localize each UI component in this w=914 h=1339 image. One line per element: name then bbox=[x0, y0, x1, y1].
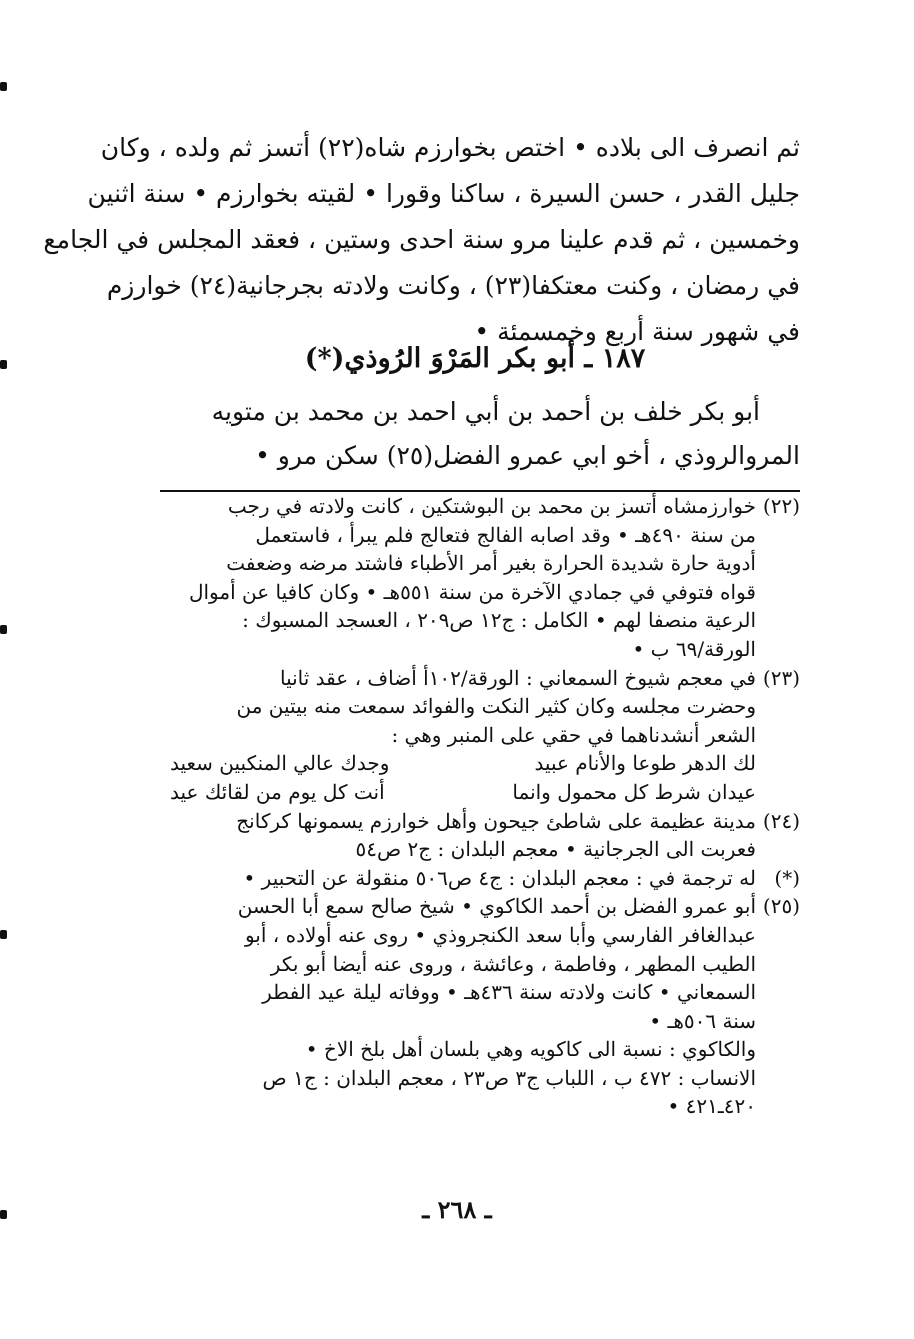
footnote-number: (٢٣) bbox=[762, 665, 800, 690]
margin-mark bbox=[0, 360, 7, 369]
footnotes-block bbox=[150, 492, 800, 1121]
footnote-23 bbox=[150, 664, 800, 807]
poem-verse bbox=[150, 749, 800, 778]
main-text-line: جليل القدر ، حسن السيرة ، ساكنا وقورا • لقيته بخوارزم • سنة اثنين bbox=[87, 179, 800, 208]
main-text-block bbox=[43, 125, 800, 355]
footnote-number: (٢٢) bbox=[762, 494, 800, 518]
footnote-text: فعربت الى الجرجانية • معجم البلدان : ج٢ ص٥٤ bbox=[355, 837, 756, 862]
verse-second-hemistich: أنت كل يوم من لقائك عيد bbox=[170, 779, 385, 804]
footnote-number: (٢٥) bbox=[762, 894, 800, 919]
footnote-25 bbox=[150, 892, 800, 1121]
page-number: ـ ٢٦٨ ـ bbox=[422, 1195, 492, 1224]
bio-text-block bbox=[150, 390, 800, 478]
main-text-line: في شهور سنة أربع وخمسمئة • bbox=[474, 317, 800, 346]
footnote-number: (*) bbox=[774, 865, 800, 890]
footnote-text: الورقة/٦٩ ب • bbox=[632, 636, 756, 661]
footnote-text: الطيب المطهر ، وفاطمة ، وعائشة ، وروى عنه أيضا أبو بكر bbox=[270, 951, 756, 976]
main-text-line: ثم انصرف الى بلاده • اختص بخوارزم شاه(٢٢) أتسز ثم ولده ، وكان bbox=[100, 133, 800, 162]
footnote-22 bbox=[150, 492, 800, 664]
footnote-number: (٢٤) bbox=[762, 808, 800, 833]
footnote-text: والكاكوي : نسبة الى كاكويه وهي بلسان أهل بلخ الاخ • bbox=[305, 1037, 756, 1062]
footnote-text: الشعر أنشدناهما في حقي على المنبر وهي : bbox=[391, 722, 756, 747]
bio-text-line: أبو بكر خلف بن أحمد بن أبي احمد بن محمد بن متويه bbox=[211, 397, 760, 426]
verse-first-hemistich: عيدان شرط كل محمول وانما bbox=[512, 779, 756, 804]
footnote-text: مدينة عظيمة على شاطئ جيحون وأهل خوارزم يسمونها كركانج bbox=[236, 808, 756, 833]
footnote-star bbox=[150, 864, 800, 893]
footnote-text: قواه فتوفي في جمادي الآخرة من سنة ٥٥١هـ • وكان كافيا عن أموال bbox=[188, 579, 756, 604]
main-text-line: وخمسين ، ثم قدم علينا مرو سنة احدى وستين ، فعقد المجلس في الجامع bbox=[43, 225, 800, 254]
verse-first-hemistich: لك الدهر طوعا والأنام عبيد bbox=[534, 751, 756, 776]
footnote-text: عبدالغافر الفارسي وأبا سعد الكنجروذي • روى عنه أولاده ، أبو bbox=[244, 922, 756, 947]
margin-mark bbox=[0, 82, 7, 91]
footnote-text: ٤٢٠ـ٤٢١ • bbox=[667, 1094, 756, 1119]
footnote-text: سنة ٥٠٦هـ • bbox=[649, 1008, 756, 1033]
verse-second-hemistich: وجدك عالي المنكبين سعيد bbox=[170, 751, 390, 776]
bio-text-line: المروالروذي ، أخو ابي عمرو الفضل(٢٥) سكن مرو • bbox=[255, 441, 800, 470]
footnote-text: الرعية منصفا لهم • الكامل : ج١٢ ص٢٠٩ ، العسجد المسبوك : bbox=[242, 608, 756, 633]
footnote-text: أبو عمرو الفضل بن أحمد الكاكوي • شيخ صالح سمع أبا الحسن bbox=[237, 894, 756, 919]
footnote-text: السمعاني • كانت ولادته سنة ٤٣٦هـ • ووفاته ليلة عيد الفطر bbox=[262, 980, 756, 1005]
entry-heading: ١٨٧ ـ أبو بكر المَرْوَ الرُوذي(*) bbox=[304, 343, 646, 374]
margin-mark bbox=[0, 625, 7, 634]
footnote-text: خوارزمشاه أتسز بن محمد بن البوشتكين ، كانت ولادته في رجب bbox=[227, 494, 756, 518]
footnote-text: وحضرت مجلسه وكان كثير النكت والفوائد سمعت منه بيتين من bbox=[236, 694, 756, 719]
footnote-24 bbox=[150, 807, 800, 864]
poem-verse bbox=[150, 778, 800, 807]
footnote-text: الانساب : ٤٧٢ ب ، اللباب ج٣ ص٢٣ ، معجم البلدان : ج١ ص bbox=[262, 1065, 756, 1090]
footnote-text: من سنة ٤٩٠هـ • وقد اصابه الفالج فتعالج فلم يبرأ ، فاستعمل bbox=[255, 522, 756, 547]
main-text-line: في رمضان ، وكنت معتكفا(٢٣) ، وكانت ولادته بجرجانية(٢٤) خوارزم bbox=[106, 271, 800, 300]
margin-mark bbox=[0, 930, 7, 939]
footnote-text: له ترجمة في : معجم البلدان : ج٤ ص٥٠٦ منقولة عن التحبير • bbox=[243, 865, 756, 890]
footnote-text: في معجم شيوخ السمعاني : الورقة/١٠٢أ أضاف ، عقد ثانيا bbox=[279, 665, 756, 690]
footnote-text: أدوية حارة شديدة الحرارة بغير أمر الأطباء فاشتد مرضه وضعفت bbox=[226, 551, 756, 576]
